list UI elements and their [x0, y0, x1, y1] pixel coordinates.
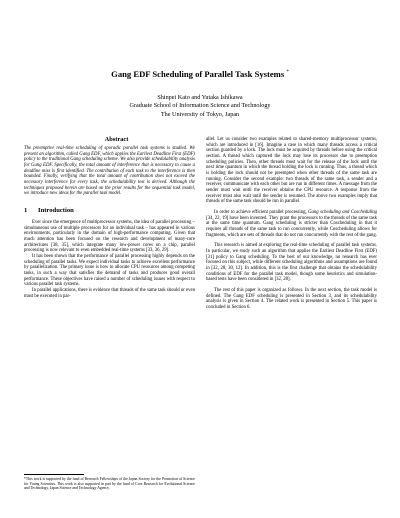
- affiliation-line-2: The University of Tokyo, Japan: [160, 110, 240, 118]
- author-names: Shinpei Kato and Yutaka Ishikawa: [157, 94, 243, 101]
- left-column: [24, 136, 195, 299]
- right-paragraph-2-pre: In order to achieve efficient parallel processing,: [214, 210, 309, 216]
- section-title: Introduction: [38, 207, 74, 215]
- intro-paragraph-1: Ever since the emergence of multiprocessor systems, the idea of parallel processing – simultaneous use of multiple processors for an individual task – has appeared in various environments, particularly in the domain of high-performance computing. Given that much attention has been focused on the research and development of many-core architectures [38, 35], which integrate many low-power cores on a chip, parallel processing is now relevant to even embedded real-time systems [33, 36, 29].: [24, 220, 195, 254]
- section-heading-introduction: [24, 207, 195, 215]
- intro-paragraph-3: In parallel applications, there is evidence that threads of the same task should or even must be executed in par-: [24, 288, 195, 299]
- abstract-text: The preemptive real-time scheduling of sporadic parallel task systems is studied. We present an algorithm, called Gang EDF, which applies the Earliest Deadline First (EDF) policy to the traditional Gang scheduling scheme. We also provide schedulability analysis for Gang EDF. Specifically, the total amount of interference that is necessary to cause a deadline miss is first identified. The contribution of each task to the interference is then bounded. Finally, verifying that the total amount of contribution does not exceed the necessary interference for every task, the schedulability test is derived. Although the techniques proposed herein are based on the prior results for the sequential task model, we introduce new ideas for the parallel task model.: [24, 146, 195, 197]
- right-paragraph-4: The rest of this paper is organized as follows. In the next section, the task model is defined. The Gang EDF scheduling is presented in Section 3, and its schedulability analysis is given in Section 4. The related work is presented in Section 5. This paper is concluded in Section 6.: [206, 288, 377, 311]
- title-footnote-mark: *: [286, 70, 289, 75]
- right-paragraph-3: This research is aimed at exploring the real-time scheduling of parallel task systems. In particular, we study such an algorithm that applies the Earliest Deadline First (EDF) [31] policy to Gang scheduling. To the best of our knowledge, no research has ever focused on this subject, while different scheduling algorithms and assumptions are found in [32, 28, 30, 12]. In addition, this is the first challenge that obtains the schedulability conditions of EDF for the parallel task model, though some heuristics and simulation-based tests have been considered in [32, 28].: [206, 243, 377, 283]
- right-column: [206, 137, 377, 311]
- footnote: *This work is supported by the fund of Research Fellowships of the Japan Society for the Promotion of Science for Young Scientists. This work is also supported in part by the fund of Core Research for Evolutional Science and Technology, Japan Science and Technology Agency.: [24, 477, 195, 491]
- gang-scheduling-term: Gang scheduling and Coscheduling: [308, 210, 377, 216]
- right-paragraph-2-post: [34, 22, 19] have been invented. They grant the processors to the threads of the same task at the same time quantum. Gang scheduling is stricter than Coscheduling in that it requires all threads of the same task to run concurrently, while Coscheduling allows for fragments, which are sets of threads that do not run concurrently with the rest of the gang.: [206, 215, 377, 238]
- section-number: 1: [24, 207, 28, 215]
- paper-title-text: Gang EDF Scheduling of Parallel Task Systems: [111, 68, 285, 79]
- intro-paragraph-2: It has been shown that the performance of parallel processing highly depends on the scheduling of parallel tasks. We expect individual tasks to achieve excellent performance by parallelization. The primary issue is how to allocate CPU resources among competing tasks, in such a way that satisfies the demand of tasks and produces good overall performance. These objectives have raised a number of scheduling issues with respect to various parallel task systems.: [24, 254, 195, 288]
- author-block: [0, 94, 400, 119]
- right-paragraph-2: [206, 210, 377, 238]
- footnote-rule: [24, 474, 84, 475]
- paper-title: [0, 67, 400, 80]
- affiliation-line-1: Graduate School of Information Science and Technology: [129, 102, 271, 110]
- right-paragraph-1: allel. Let us consider two examples related to shared-memory multiprocessor systems, which are introduced in [16]. Imagine a case in which many threads access a critical section guarded by a lock. The lock must be acquired by threads before using the critical section. A thread which captured the lock may lose its processor due to preemption scheduling policies. Then, other threads must wait for the release of the lock until the next time quantum in which the thread holding the lock is running. Thus, a thread which is holding the lock should not be preempted when other threads of the same task are running. Consider the second example: two threads of the same task, a sender and a receiver, communicate with each other but are run in different times. A message from the sender must wait until the receiver obtains the CPU resource. A response from the receiver must also wait until the sender is resumed. The above two examples imply that threads of the same task should be run in parallel.: [206, 137, 377, 205]
- abstract-heading: Abstract: [104, 136, 129, 143]
